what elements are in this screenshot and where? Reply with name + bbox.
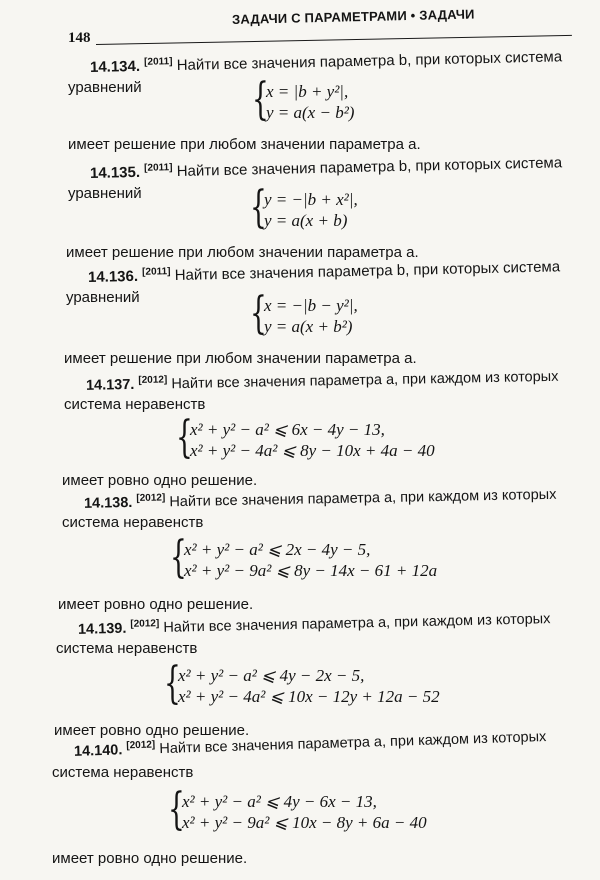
equation-2: y = a(x + b) [264,211,348,230]
header-rule [96,35,572,45]
problem-statement-line [90,47,562,76]
equation-2: x² + y² − 4a² ⩽ 10x − 12y + 12a − 52 [178,687,440,706]
equation-2: y = a(x − b²) [266,103,355,122]
equation-1: x² + y² − a² ⩽ 6x − 4y − 13, [190,420,385,439]
problem-number: 14.139. [77,620,127,638]
problem-subject: система неравенств [56,640,198,657]
problem-statement-line [86,367,559,394]
problem-year: [2011] [142,266,171,278]
problem-conclusion: имеет решение при любом значении параметра a. [66,244,419,261]
problem-number: 14.135. [89,163,141,182]
problem-statement: Найти все значения параметра a, при каждом из которых [169,486,557,511]
problem-conclusion: имеет ровно одно решение. [62,472,258,489]
problem-statement: Найти все значения параметра a, при каждом из которых [159,728,547,758]
equation-1: x² + y² − a² ⩽ 2x − 4y − 5, [184,540,371,559]
equation-1: x = |b + y²|, [266,82,349,101]
problem-subject: система неравенств [52,764,194,781]
problem-number: 14.136. [87,267,139,286]
problem-subject: уравнений [68,79,142,96]
problem-statement: Найти все значения параметра a, при каждом из которых [171,368,559,393]
problem-number: 14.138. [83,494,133,512]
problem-year: [2012] [138,374,168,386]
problem-year: [2012] [126,739,156,752]
system-brace: { [252,74,269,125]
running-head: ЗАДАЧИ С ПАРАМЕТРАМИ • ЗАДАЧИ [231,6,475,27]
problem-year: [2012] [136,492,166,504]
problem-number: 14.137. [85,376,135,394]
problem-subject: уравнений [66,289,140,306]
problem-subject: уравнений [68,185,142,202]
problem-subject: система неравенств [62,514,204,531]
system-brace: { [170,532,187,583]
problem-number: 14.140. [73,742,123,760]
problem-statement: Найти все значения параметра b, при которых система [176,154,563,181]
problem-conclusion: имеет ровно одно решение. [58,596,254,613]
problem-statement-line [90,153,562,182]
problem-statement-line [78,609,551,638]
problem-statement: Найти все значения параметра b, при которых система [176,48,563,75]
problem-statement: Найти все значения параметра a, при каждом из которых [163,611,551,636]
equation-1: y = −|b + x²|, [264,190,358,209]
problem-year: [2012] [130,618,160,630]
equation-2: y = a(x + b²) [264,317,353,336]
problem-conclusion: имеет решение при любом значении параметра a. [64,350,417,367]
system-brace: { [176,412,193,463]
system-brace: { [250,288,267,339]
page-number: 148 [68,30,91,46]
problem-statement: Найти все значения параметра b, при которых система [174,258,561,285]
problem-year: [2011] [144,56,173,68]
equation-2: x² + y² − 4a² ⩽ 8y − 10x + 4a − 40 [190,441,435,460]
equation-1: x² + y² − a² ⩽ 4y − 6x − 13, [182,792,377,811]
problem-conclusion: имеет ровно одно решение. [52,850,248,867]
equation-1: x = −|b − y²|, [264,296,358,315]
problem-year: [2011] [144,162,173,174]
equation-2: x² + y² − 9a² ⩽ 10x − 8y + 6a − 40 [182,813,427,832]
equation-2: x² + y² − 9a² ⩽ 8y − 14x − 61 + 12a [184,561,438,580]
system-brace: { [168,784,185,835]
problem-conclusion: имеет ровно одно решение. [54,722,250,739]
system-brace: { [164,658,181,709]
problem-subject: система неравенств [64,396,206,413]
problem-number: 14.134. [89,57,141,76]
problem-statement-line [88,257,560,286]
problem-conclusion: имеет решение при любом значении параметра a. [68,136,421,153]
equation-1: x² + y² − a² ⩽ 4y − 2x − 5, [178,666,365,685]
system-brace: { [250,182,267,233]
